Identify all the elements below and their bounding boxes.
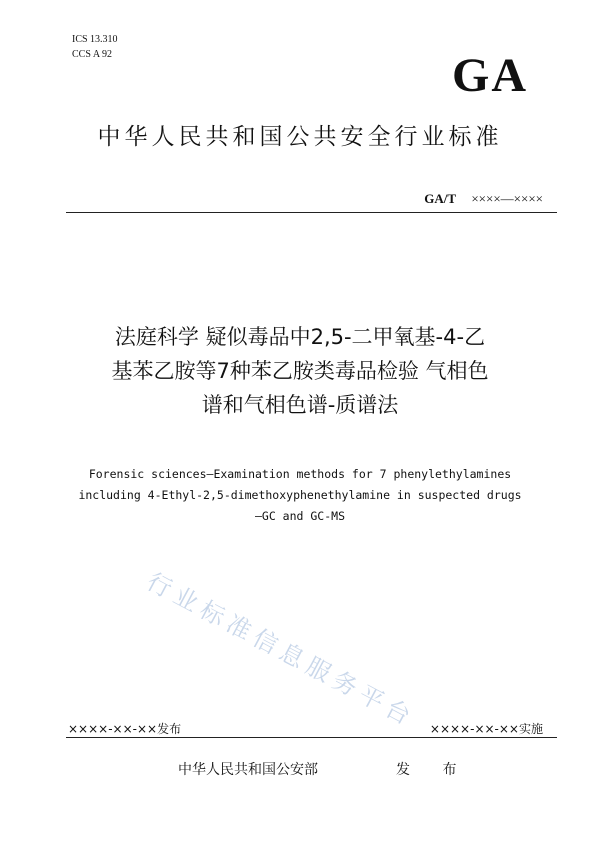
standard-code: GA/T xyxy=(424,191,457,206)
english-title-line: Forensic sciences—Examination methods for 7 phenylethylamines xyxy=(88,467,512,481)
issuing-authority: 中华人民共和国公安部 xyxy=(178,762,318,778)
chinese-title-line: 谱和气相色谱-质谱法 xyxy=(201,393,399,417)
ics-code: ICS 13.310 xyxy=(72,34,118,45)
release-date: ××××-××-××发布 xyxy=(68,722,182,736)
classification-codes xyxy=(72,32,118,62)
standard-category-title: 中华人民共和国公共安全行业标准 xyxy=(97,124,503,150)
ccs-code: CCS A 92 xyxy=(72,49,113,60)
ga-logo: GA xyxy=(452,49,528,102)
english-title-line: including 4-Ethyl-2,5-dimethoxyphenethylamine in suspected drugs xyxy=(78,488,522,502)
standard-number xyxy=(424,191,543,207)
bottom-divider xyxy=(66,737,557,738)
standard-number-value: ××××—×××× xyxy=(471,191,543,206)
english-title-line: —GC and GC-MS xyxy=(254,509,345,523)
issue-label: 发 布 xyxy=(396,762,471,778)
chinese-title-line: 基苯乙胺等7种苯乙胺类毒品检验 气相色 xyxy=(111,359,489,383)
chinese-title-line: 法庭科学 疑似毒品中2,5-二甲氧基-4-乙 xyxy=(114,325,486,349)
implementation-date: ××××-××-××实施 xyxy=(429,722,543,736)
english-title xyxy=(40,464,560,527)
watermark: 行业标准信息服务平台 xyxy=(142,567,421,733)
chinese-title xyxy=(40,320,560,422)
top-divider xyxy=(66,212,557,213)
